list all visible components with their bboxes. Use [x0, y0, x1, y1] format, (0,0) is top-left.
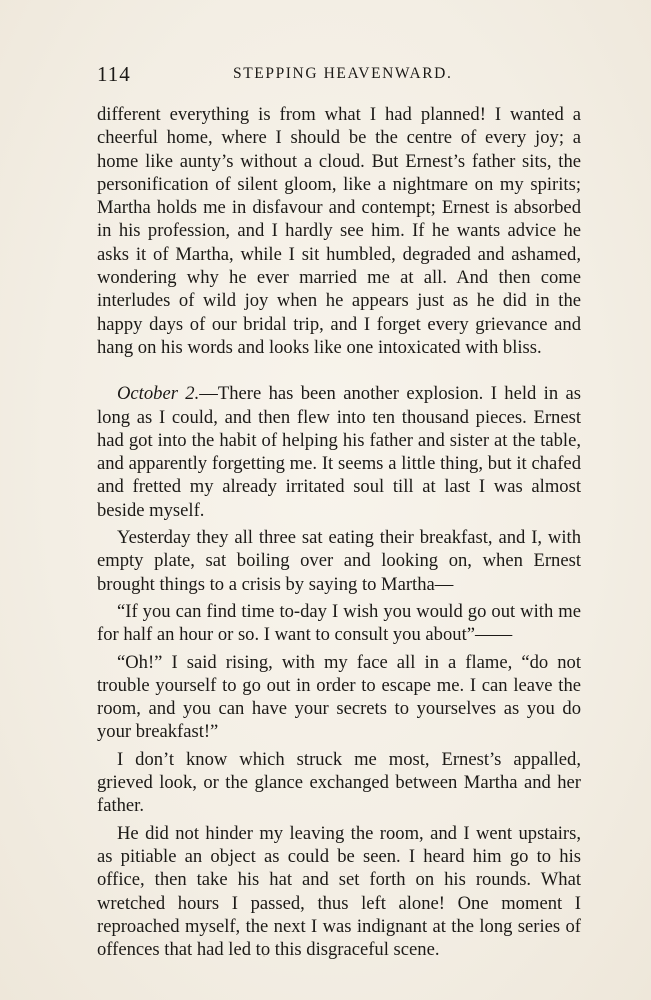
- paper-speck-mark: [250, 944, 280, 964]
- running-head: STEPPING HEAVENWARD.: [233, 65, 453, 82]
- paragraph-3: Yesterday they all three sat eating their breakfast, and I, with empty plate, sat boiling over and looking on, when Ernest brought things to a crisis by saying to Martha—: [97, 527, 581, 595]
- body-text: [97, 103, 581, 961]
- paragraph-5: “Oh!” I said rising, with my face all in a flame, “do not trouble yourself to go out in order to escape me. I can leave the room, and you can have your secrets to yourselves as you do your breakfast!”: [97, 651, 581, 743]
- paragraph-1: different everything is from what I had planned! I wanted a cheerful home, where I should be the centre of every joy; a home like aunty’s without a cloud. But Ernest’s father sits, the personification of silent gloom, like a nightmare on my spirits; Martha holds me in disfavour and contempt; Ernest is absorbed in his profession, and I hardly see him. If he wants advice he asks it of Martha, while I sit humbled, degraded and ashamed, wondering why he ever married me at all. And then come interludes of wild joy when he appears just as he did in the happy days of our bridal trip, and I forget every grievance and hang on his words and looks like one intoxicated with bliss.: [97, 104, 581, 358]
- paragraph-4: “If you can find time to-day I wish you would go out with me for half an hour or so. I want to consult you about”——: [97, 600, 581, 646]
- entry-date: October 2.: [117, 383, 200, 405]
- paragraph-7: He did not hinder my leaving the room, and I went upstairs, as pitiable an object as could be seen. I heard him go to his office, then take his hat and set forth on his rounds. What wretched hours I passed, thus left alone! One moment I reproached myself, the next I was indignant at the long series of offences that had led to this disgraceful scene.: [97, 822, 581, 961]
- page-number: 114: [97, 62, 131, 86]
- page-header: [97, 62, 557, 88]
- entry-text: —There has been another explosion. I held in as long as I could, and then flew into ten thousand pieces. Ernest had got into the habit of helping his father and sister at the table, and apparently forgetting me. It seems a little thing, but it chafed and fretted my already irritated soul till at last I was almost beside myself.: [97, 383, 581, 521]
- diary-entry-paragraph: [97, 382, 581, 522]
- paragraph-6: I don’t know which struck me most, Ernest’s appalled, grieved look, or the glance exchanged between Martha and her father.: [97, 748, 581, 817]
